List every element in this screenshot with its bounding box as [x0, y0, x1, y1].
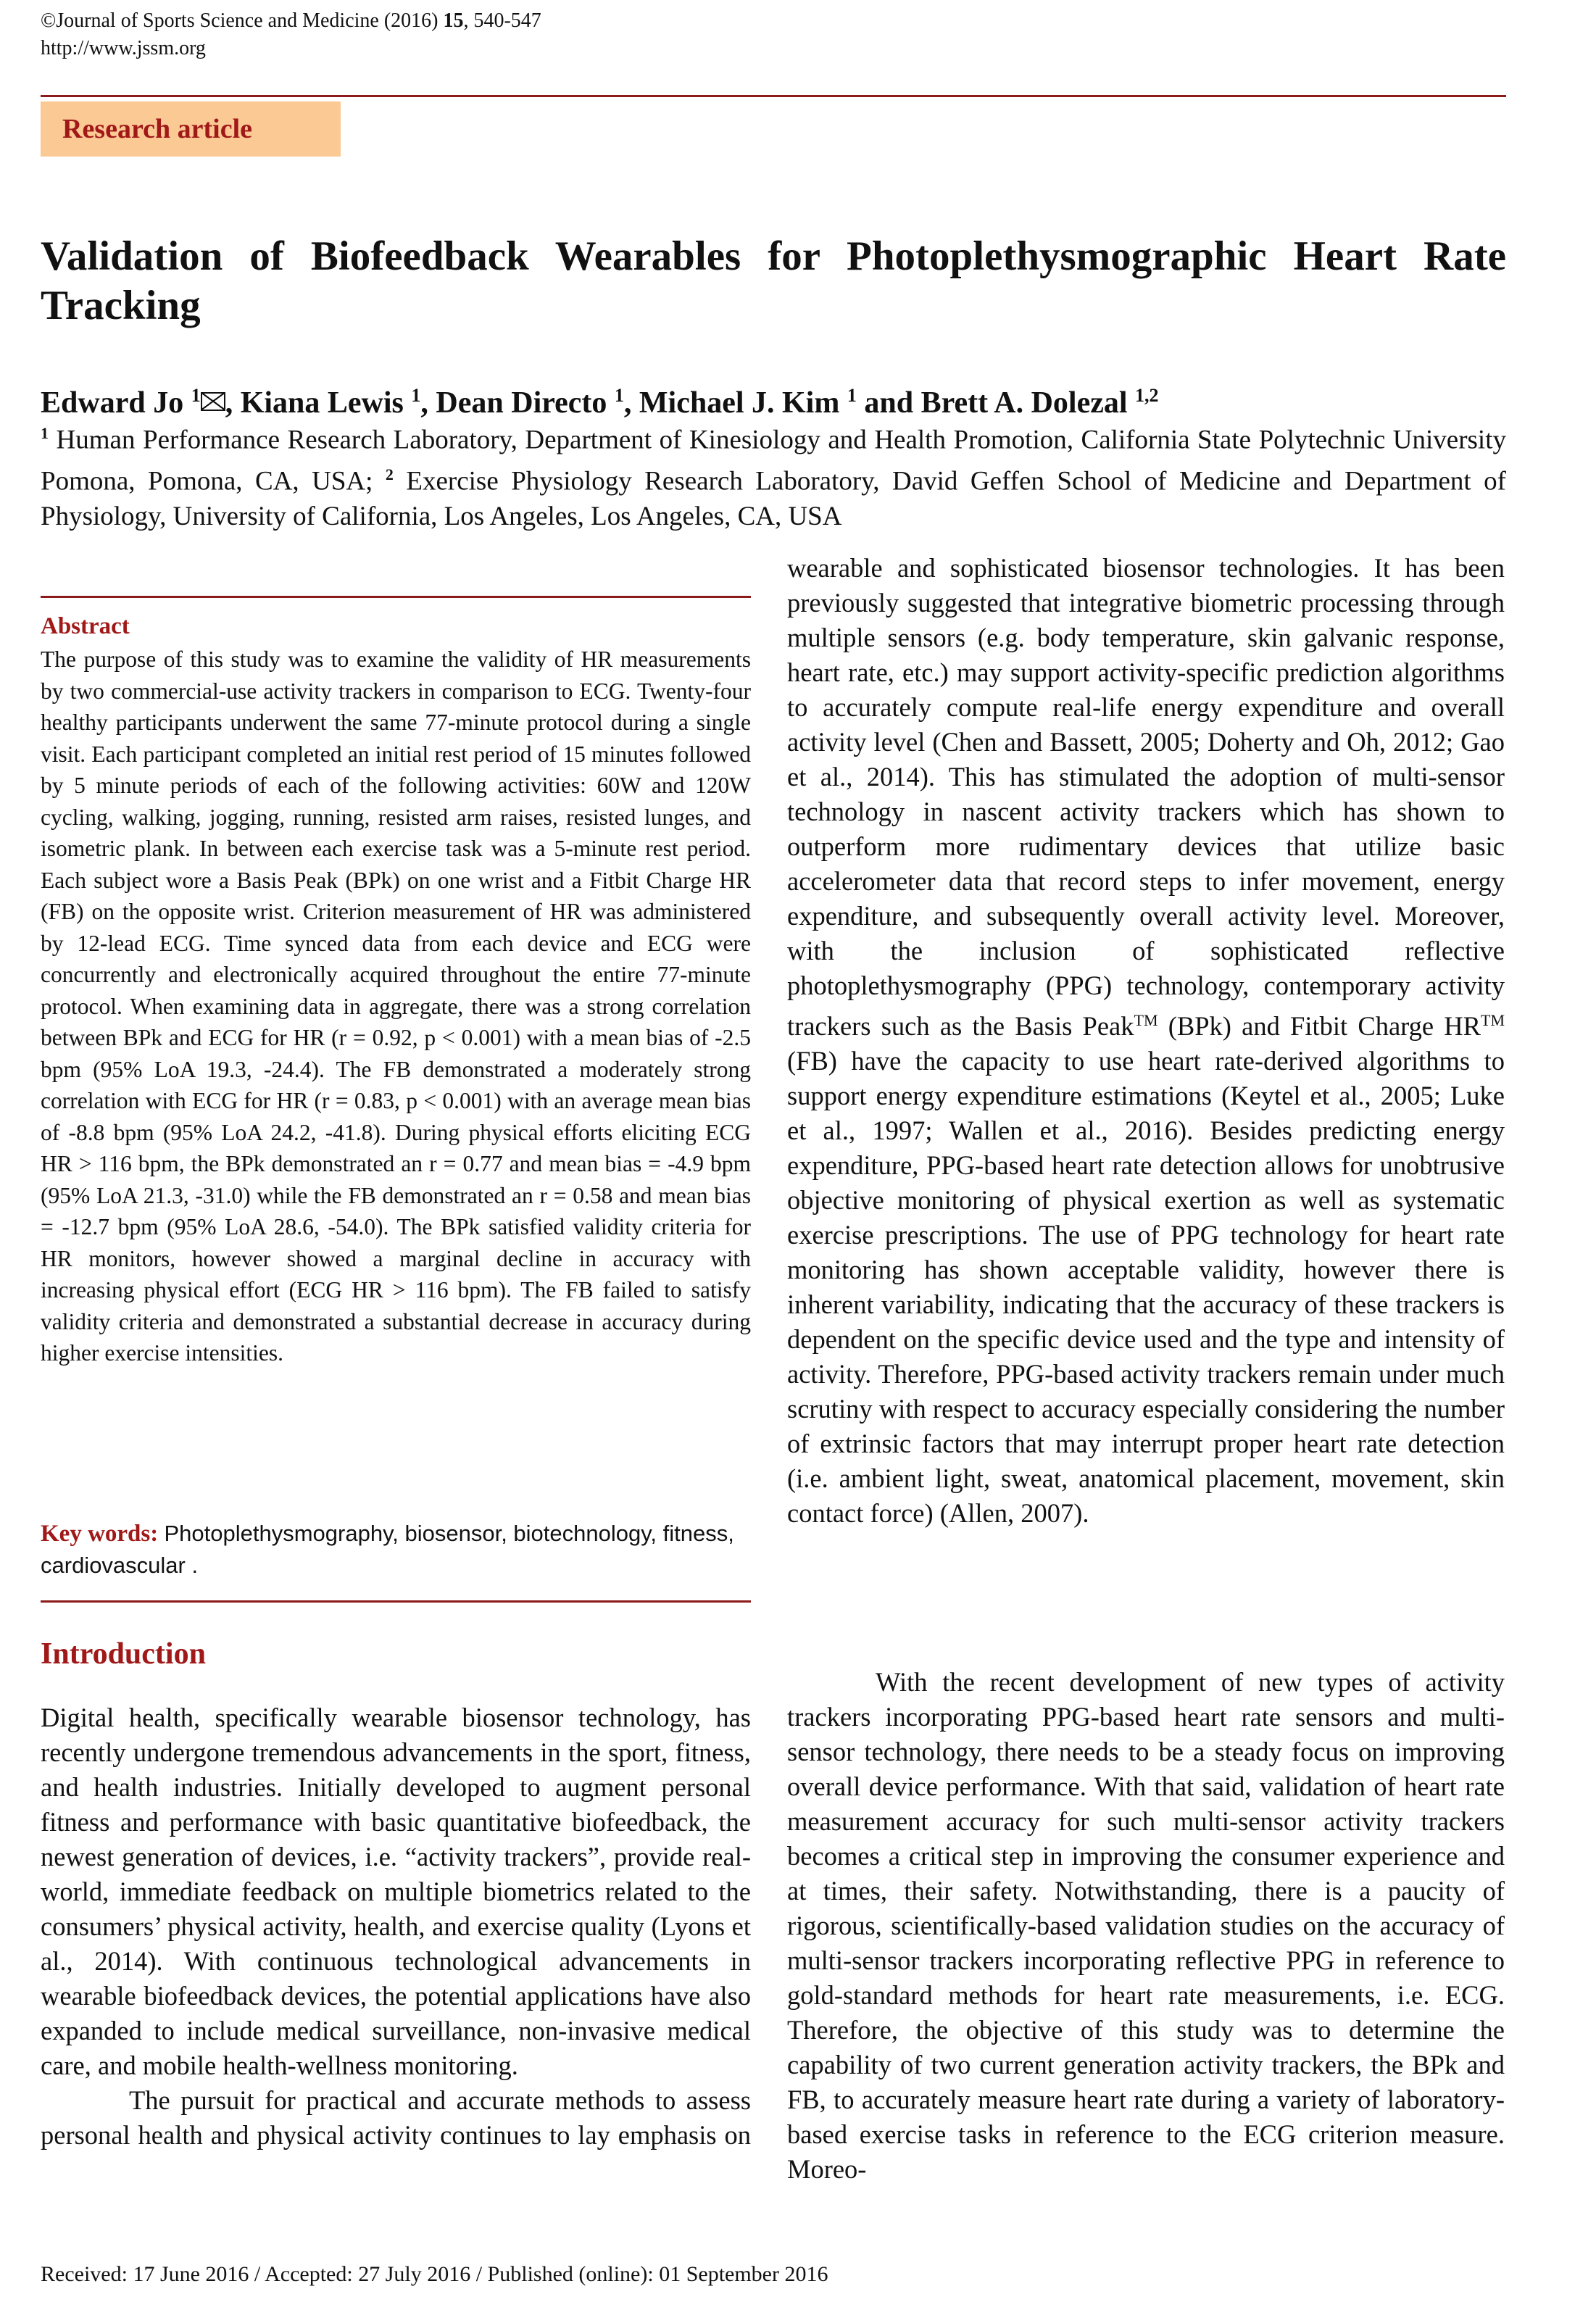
author-affiliation-mark: 1	[411, 385, 421, 406]
author-name: Brett A. Dolezal	[920, 386, 1128, 420]
body-column-left	[41, 1700, 751, 2153]
author-affiliation-mark: 1,2	[1135, 385, 1159, 406]
keywords-text: Photoplethysmography, biosensor, biotechnology, fitness, cardiovascular .	[41, 1521, 734, 1578]
keywords	[41, 1518, 751, 1582]
author-name: Michael J. Kim	[639, 386, 840, 420]
affiliations	[41, 416, 1506, 534]
author-affiliation-mark: 1	[614, 385, 624, 406]
intro-paragraph-2-flow	[787, 551, 1505, 1531]
journal-citation	[41, 9, 541, 33]
keywords-rule	[41, 1600, 751, 1603]
intro-paragraph-1: Digital health, specifically wearable biosensor technology, has recently undergone tremendous advancements in the sport, fitness, and health industries. Initially developed to augment personal fitness and performance with basic quantitative biofeedback, the newest generation of devices, i.e. “activity trackers”, provide real-world, immediate feedback on multiple biometrics related to the consumers’ physical activity, health, and exercise quality (Lyons et al., 2014). With continuous technological advancements in wearable biofeedback devices, the potential applications have also expanded to include medical surveillance, non-invasive medical care, and mobile health-wellness monitoring.	[41, 1703, 751, 2080]
author-name: Kiana Lewis	[240, 386, 404, 420]
introduction-heading: Introduction	[41, 1637, 206, 1671]
affiliation-mark: 2	[385, 465, 394, 484]
intro-paragraph-2-text: (FB) have the capacity to use heart rate-derived algorithms to support energy expenditure estimations (Keytel et al., 2005; Luke et al., 1997; Wallen et al., 2016). Besides predicting energy expenditure, PPG-based heart rate detection allows for unobtrusive objective monitoring of physical exertion as well as systematic exercise prescriptions. The use of PPG technology for heart rate monitoring has shown acceptable validity, however there is inherent variability, indicating that the accuracy of these trackers is dependent on the specific device used and the type and intensity of activity. Therefore, PPG-based activity trackers remain under much scrutiny with respect to accuracy especially considering the number of extrinsic factors that may interrupt proper heart rate detection (i.e. ambient light, sweat, anatomical placement, movement, skin contact force) (Allen, 2007).	[787, 1046, 1505, 1529]
abstract-rule	[41, 596, 751, 598]
journal-pages: , 540-547	[463, 9, 541, 32]
intro-paragraph-2-continued	[787, 551, 1505, 1665]
keywords-label: Key words:	[41, 1521, 159, 1547]
journal-url[interactable]: http://www.jssm.org	[41, 37, 206, 59]
article-type-badge: Research article	[41, 101, 341, 157]
journal-prefix: ©Journal of Sports Science and Medicine (2016)	[41, 9, 444, 32]
envelope-icon[interactable]	[201, 392, 225, 411]
trademark-mark: TM	[1481, 1011, 1505, 1029]
intro-paragraph-3: With the recent development of new types of activity trackers incorporating PPG-based heart rate sensors and multi-sensor technology, there needs to be a steady focus on improving overall device performance. With that said, validation of heart rate measurement accuracy for such multi-sensor activity trackers becomes a critical step in improving the consumer experience and at times, their safety. Notwithstanding, there is a paucity of rigorous, scientifically-based validation studies on the accuracy of multi-sensor trackers incorporating reflective PPG in reference to gold-standard methods for heart rate measurements, i.e. ECG. Therefore, the objective of this study was to determine the capability of two current generation activity trackers, the BPk and FB, to accurately measure heart rate during a variety of laboratory-based exercise tasks in reference to the ECG criterion measure. Moreo-	[787, 1667, 1505, 2184]
intro-paragraph-2-text: (BPk) and Fitbit Charge HR	[1157, 1011, 1481, 1042]
author-name: Edward Jo	[41, 386, 184, 420]
affiliation-text: Exercise Physiology Research Laboratory, David Geffen School of Medicine and Department of Physiology, University of California, Los Angeles, Los Angeles, CA, USA	[41, 466, 1506, 531]
intro-paragraph-2-text: The pursuit for practical and accurate methods to assess personal health and physical activity continues to lay emphasis on	[41, 2085, 751, 2150]
journal-volume: 15	[443, 9, 464, 32]
publication-dates: Received: 17 June 2016 / Accepted: 27 July 2016 / Published (online): 01 September 2016	[41, 2262, 828, 2286]
author-affiliation-mark: 1	[847, 385, 857, 406]
paper-title: Validation of Biofeedback Wearables for Photoplethysmographic Heart Rate Tracking	[41, 233, 1506, 328]
trademark-mark: TM	[1134, 1011, 1158, 1029]
author-name: Dean Directo	[436, 386, 607, 420]
abstract-text: The purpose of this study was to examine the validity of HR measurements by two commercial-use activity trackers in comparison to ECG. Twenty-four healthy participants underwent the same 77-minute protocol during a single visit. Each participant completed an initial rest period of 15 minutes followed by 5 minute periods of each of the following activities: 60W and 120W cycling, walking, jogging, running, resisted arm raises, resisted lunges, and isometric plank. In between each exercise task was a 5-minute rest period. Each subject wore a Basis Peak (BPk) on one wrist and a Fitbit Charge HR (FB) on the opposite wrist. Criterion measurement of HR was administered by 12-lead ECG. Time synced data from each device and ECG were concurrently and electronically acquired throughout the entire 77-minute protocol. When examining data in aggregate, there was a strong correlation between BPk and ECG for HR (r = 0.92, p < 0.001) with a mean bias of -2.5 bpm (95% LoA 19.3, -24.4). The FB demonstrated a moderately strong correlation with ECG for HR (r = 0.83, p < 0.001) with an average mean bias of -8.8 bpm (95% LoA 24.2, -41.8). During physical efforts eliciting ECG HR > 116 bpm, the BPk demonstrated an r = 0.77 and mean bias = -4.9 bpm (95% LoA 21.3, -31.0) while the FB demonstrated an r = 0.58 and mean bias = -12.7 bpm (95% LoA 28.6, -54.0). The BPk satisfied validity criteria for HR monitors, however showed a marginal decline in accuracy with increasing physical effort (ECG HR > 116 bpm). The FB failed to satisfy validity criteria and demonstrated a substantial decrease in accuracy during higher exercise intensities.	[41, 647, 751, 1366]
intro-paragraph-2-start	[41, 2083, 751, 2153]
header-rule	[41, 95, 1506, 97]
intro-paragraph-2-text: wearable and sophisticated biosensor technologies. It has been previously suggested that integrative biometric processing through multiple sensors (e.g. body temperature, skin galvanic response, heart rate, etc.) may support activity-specific prediction algorithms to accurately compute real-life energy expenditure and overall activity level (Chen and Bassett, 2005; Doherty and Oh, 2012; Gao et al., 2014). This has stimulated the adoption of multi-sensor technology in nascent activity trackers which has shown to outperform more rudimentary devices that utilize basic accelerometer data that record steps to infer movement, energy expenditure, and subsequently overall activity level. Moreover, with the inclusion of sophisticated reflective photoplethysmography (PPG) technology, contemporary activity trackers such as the Basis Peak	[787, 553, 1505, 1042]
body-column-right	[787, 551, 1505, 2187]
abstract-heading: Abstract	[41, 613, 130, 639]
author-affiliation-mark: 1	[191, 385, 201, 406]
affiliation-text: Human Performance Research Laboratory, Department of Kinesiology and Health Promotion, California State Polytechnic University Pomona, Pomona, CA, USA;	[41, 425, 1506, 496]
author-list: Edward Jo $^1$ , Kiana Lewis $^1$, Dean Directo $^1$, Michael J. Kim $^1$ and Brett A. Dolezal $^{1,2}$	[41, 385, 1159, 420]
affiliation-mark: 1	[41, 424, 49, 442]
